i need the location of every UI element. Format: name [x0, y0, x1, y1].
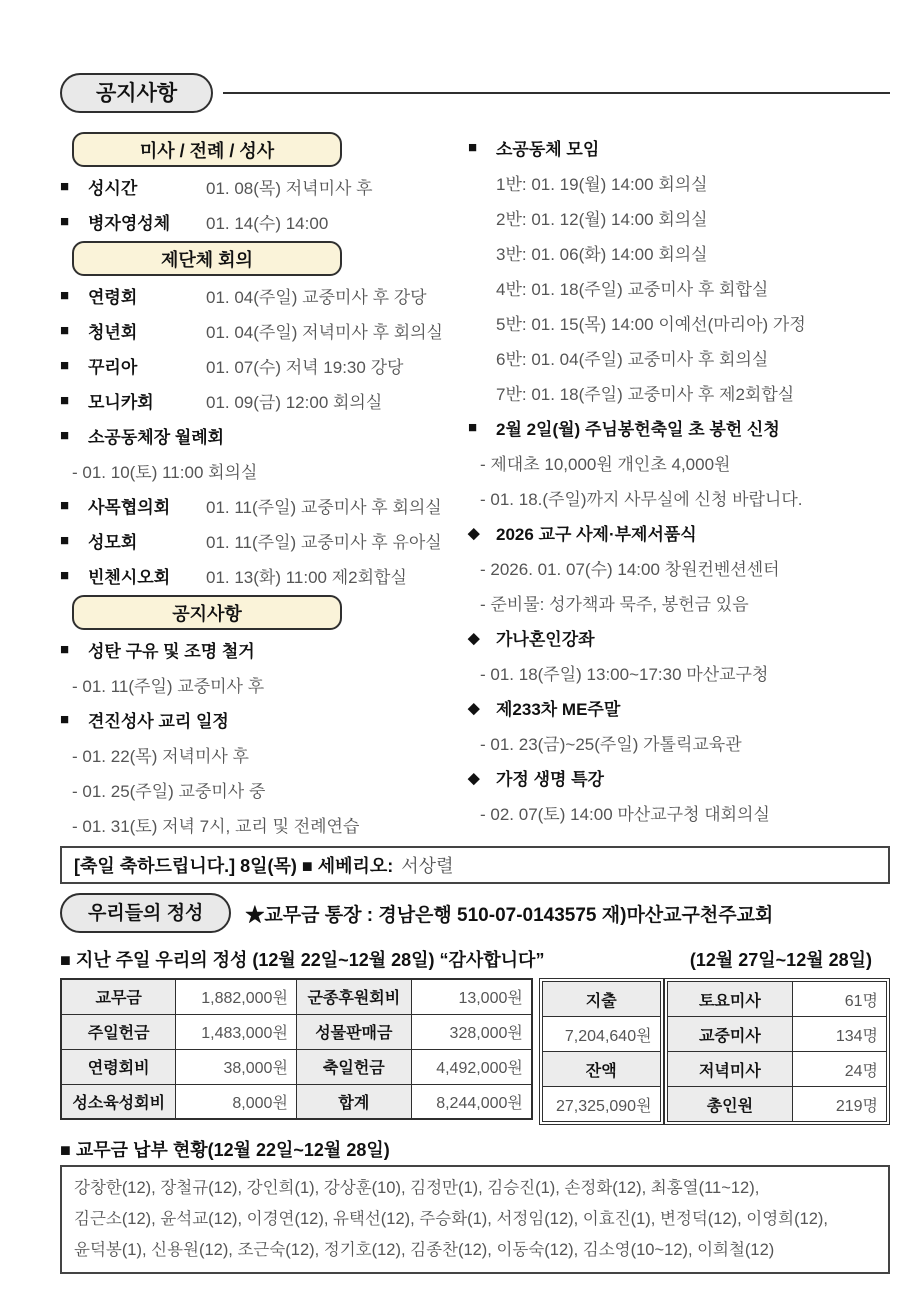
dues-names-box — [60, 1165, 890, 1274]
finance-table-title: ■ 지난 주일 우리의 정성 (12월 22일~12월 28일) “감사합니다” — [60, 950, 545, 970]
finance-value-cell: 328,000원 — [411, 1014, 532, 1049]
left-column — [60, 130, 460, 842]
tables-title-row — [60, 944, 890, 974]
finance-row — [61, 1014, 532, 1049]
item-heading-text: 성탄 구유 및 조명 철거 — [88, 642, 255, 661]
bullet-icon: ■ — [60, 287, 70, 304]
bullet-icon: ■ — [468, 419, 478, 436]
bullet-icon: ■ — [60, 392, 70, 409]
diamond-icon: ◆ — [468, 629, 480, 647]
item-heading-text: 견진성사 교리 일정 — [88, 712, 229, 731]
tables-row — [60, 978, 890, 1125]
attendance-value-cell: 24명 — [793, 1052, 887, 1087]
schedule-subitem: - 01. 31(토) 저녁 7시, 교리 및 전례연습 — [72, 817, 360, 836]
schedule-item — [60, 204, 460, 239]
attendance-table-title: (12월 27일~12월 28일) — [689, 950, 872, 970]
section-header: 공지사항 — [72, 595, 342, 630]
schedule-item-heading — [468, 760, 890, 795]
expense-balance-table — [542, 981, 661, 1122]
finance-value-cell: 1,882,000원 — [176, 979, 297, 1014]
item-label: 성시간 — [88, 179, 138, 198]
finance-label-cell: 주일헌금 — [61, 1014, 176, 1049]
feast-congrats-text: [축일 축하드립니다.] 8일(목) ■ 세베리오: — [74, 856, 394, 876]
bullet-icon: ■ — [60, 497, 70, 514]
summary-row — [542, 1087, 660, 1122]
schedule-item-heading — [60, 632, 460, 667]
item-label: 병자영성체 — [88, 214, 171, 233]
finance-label-cell: 축일헌금 — [296, 1049, 411, 1084]
feast-person-name: 서상렬 — [401, 856, 454, 876]
attendance-label-cell: 총인원 — [667, 1087, 793, 1122]
finance-value-cell: 4,492,000원 — [411, 1049, 532, 1084]
dues-section-title: ■ 교무금 납부 현황(12월 22일~12월 28일) — [60, 1140, 390, 1160]
bullet-icon: ■ — [60, 427, 70, 444]
attendance-row — [667, 1087, 886, 1122]
schedule-item — [60, 383, 460, 418]
schedule-subitem: 4반: 01. 18(주일) 교중미사 후 회합실 — [496, 280, 769, 299]
expense-balance-table-wrap — [539, 978, 664, 1125]
devotion-row — [60, 892, 890, 934]
finance-label-cell: 연령회비 — [61, 1049, 176, 1084]
finance-row — [61, 979, 532, 1014]
finance-label-cell: 성물판매금 — [296, 1014, 411, 1049]
item-detail: 01. 11(주일) 교중미사 후 유아실 — [206, 533, 442, 552]
summary-label-cell: 지출 — [542, 982, 660, 1017]
summary-row — [542, 982, 660, 1017]
item-heading-text: 가정 생명 특강 — [496, 770, 604, 789]
item-detail: 01. 13(화) 11:00 제2회합실 — [206, 568, 407, 587]
attendance-label-cell: 토요미사 — [667, 982, 793, 1017]
summary-row — [542, 1052, 660, 1087]
item-label: 사목협의회 — [88, 498, 171, 517]
item-heading-text: 제233차 ME주말 — [496, 700, 621, 719]
schedule-item — [60, 313, 460, 348]
item-heading-text: 소공동체장 월례회 — [88, 428, 225, 447]
schedule-item-heading — [468, 690, 890, 725]
schedule-item — [60, 558, 460, 593]
schedule-subitem: - 01. 23(금)~25(주일) 가톨릭교육관 — [480, 735, 742, 754]
devotion-pill: 우리들의 정성 — [60, 893, 231, 933]
feast-congrats-box — [60, 846, 890, 884]
attendance-row — [667, 1017, 886, 1052]
right-column — [460, 130, 890, 842]
item-detail: 01. 04(주일) 교중미사 후 강당 — [206, 288, 427, 307]
diamond-icon: ◆ — [468, 769, 480, 787]
finance-label-cell: 성소육성회비 — [61, 1084, 176, 1119]
bank-account-text: ★교무금 통장 : 경남은행 510-07-0143575 재)마산교구천주교회 — [245, 904, 774, 926]
schedule-subitem: 3반: 01. 06(화) 14:00 회의실 — [496, 245, 708, 264]
bullet-icon: ■ — [60, 711, 70, 728]
title-rule — [223, 92, 890, 94]
attendance-value-cell: 219명 — [793, 1087, 887, 1122]
attendance-label-cell: 교중미사 — [667, 1017, 793, 1052]
schedule-subitem: - 2026. 01. 07(수) 14:00 창원컨벤션센터 — [480, 560, 780, 579]
schedule-item — [60, 278, 460, 313]
schedule-subitem: - 01. 10(토) 11:00 회의실 — [72, 463, 258, 482]
finance-label-cell: 군종후원회비 — [296, 979, 411, 1014]
item-detail: 01. 07(수) 저녁 19:30 강당 — [206, 358, 404, 377]
dues-names-line: 윤덕봉(1), 신용원(12), 조근숙(12), 정기호(12), 김종찬(12), 이동숙(12), 김소영(10~12), 이희철(12) — [74, 1241, 775, 1259]
schedule-subitem: - 01. 25(주일) 교중미사 중 — [72, 782, 266, 801]
item-heading-text: 2026 교구 사제·부제서품식 — [496, 525, 697, 544]
bullet-icon: ■ — [60, 532, 70, 549]
schedule-item — [60, 523, 460, 558]
summary-value-cell: 27,325,090원 — [542, 1087, 660, 1122]
item-heading-text: 소공동체 모임 — [496, 140, 600, 159]
finance-value-cell: 38,000원 — [176, 1049, 297, 1084]
dues-names-line: 강창한(12), 장철규(12), 강인희(1), 강상훈(10), 김정만(1), 김승진(1), 손정화(12), 최홍열(11~12), — [74, 1179, 760, 1197]
attendance-value-cell: 61명 — [793, 982, 887, 1017]
schedule-subitem: 7반: 01. 18(주일) 교중미사 후 제2회합실 — [496, 385, 795, 404]
finance-row — [61, 1084, 532, 1119]
finance-table — [60, 978, 533, 1120]
item-detail: 01. 08(목) 저녁미사 후 — [206, 179, 373, 198]
finance-row — [61, 1049, 532, 1084]
item-heading-text: 2월 2일(월) 주님봉헌축일 초 봉헌 신청 — [496, 420, 780, 439]
section-header: 미사 / 전례 / 성사 — [72, 132, 342, 167]
attendance-table-wrap — [664, 978, 890, 1125]
finance-value-cell: 1,483,000원 — [176, 1014, 297, 1049]
schedule-item-heading — [468, 130, 890, 165]
schedule-item — [60, 488, 460, 523]
item-label: 빈첸시오회 — [88, 568, 171, 587]
attendance-row — [667, 982, 886, 1017]
schedule-subitem: - 02. 07(토) 14:00 마산교구청 대회의실 — [480, 805, 770, 824]
schedule-subitem: - 제대초 10,000원 개인초 4,000원 — [480, 455, 731, 474]
item-label: 연령회 — [88, 288, 138, 307]
bullet-icon: ■ — [60, 178, 70, 195]
schedule-item — [60, 169, 460, 204]
attendance-table — [667, 981, 887, 1122]
bullet-icon: ■ — [60, 567, 70, 584]
diamond-icon: ◆ — [468, 524, 480, 542]
schedule-item-heading — [60, 418, 460, 453]
schedule-item-heading — [468, 515, 890, 550]
schedule-subitem: 2반: 01. 12(월) 14:00 회의실 — [496, 210, 708, 229]
diamond-icon: ◆ — [468, 699, 480, 717]
schedule-subitem: 6반: 01. 04(주일) 교중미사 후 회의실 — [496, 350, 769, 369]
attendance-value-cell: 134명 — [793, 1017, 887, 1052]
item-detail: 01. 04(주일) 저녁미사 후 회의실 — [206, 323, 443, 342]
attendance-row — [667, 1052, 886, 1087]
schedule-subitem: 5반: 01. 15(목) 14:00 이예선(마리아) 가정 — [496, 315, 806, 334]
item-detail: 01. 09(금) 12:00 회의실 — [206, 393, 383, 412]
schedule-subitem: - 01. 18(주일) 13:00~17:30 마산교구청 — [480, 665, 769, 684]
bullet-icon: ■ — [60, 213, 70, 230]
notice-title-row — [60, 72, 890, 114]
bullet-icon: ■ — [60, 322, 70, 339]
section-header: 제단체 회의 — [72, 241, 342, 276]
schedule-item-heading — [468, 410, 890, 445]
summary-value-cell: 7,204,640원 — [542, 1017, 660, 1052]
schedule-item — [60, 348, 460, 383]
schedule-subitem: - 준비물: 성가책과 묵주, 봉헌금 있음 — [480, 595, 749, 614]
finance-value-cell: 8,000원 — [176, 1084, 297, 1119]
schedule-subitem: - 01. 18.(주일)까지 사무실에 신청 바랍니다. — [480, 490, 803, 509]
schedule-item-heading — [468, 620, 890, 655]
dues-names-line: 김근소(12), 윤석교(12), 이경연(12), 유택선(12), 주승화(1), 서정임(12), 이효진(1), 변정덕(12), 이영희(12), — [74, 1210, 829, 1228]
bullet-icon: ■ — [468, 139, 478, 156]
summary-row — [542, 1017, 660, 1052]
item-heading-text: 가나혼인강좌 — [496, 630, 595, 649]
attendance-label-cell: 저녁미사 — [667, 1052, 793, 1087]
finance-value-cell: 13,000원 — [411, 979, 532, 1014]
item-label: 청년회 — [88, 323, 138, 342]
bullet-icon: ■ — [60, 357, 70, 374]
item-label: 모니카회 — [88, 393, 154, 412]
finance-value-cell: 8,244,000원 — [411, 1084, 532, 1119]
schedule-item-heading — [60, 702, 460, 737]
item-label: 꾸리아 — [88, 358, 138, 377]
schedule-subitem: - 01. 22(목) 저녁미사 후 — [72, 747, 249, 766]
announcement-columns — [60, 130, 890, 842]
finance-label-cell: 교무금 — [61, 979, 176, 1014]
notice-pill: 공지사항 — [60, 73, 213, 113]
bullet-icon: ■ — [60, 641, 70, 658]
item-detail: 01. 11(주일) 교중미사 후 회의실 — [206, 498, 442, 517]
finance-label-cell: 합계 — [296, 1084, 411, 1119]
item-label: 성모회 — [88, 533, 138, 552]
summary-label-cell: 잔액 — [542, 1052, 660, 1087]
schedule-subitem: 1반: 01. 19(월) 14:00 회의실 — [496, 175, 708, 194]
schedule-subitem: - 01. 11(주일) 교중미사 후 — [72, 677, 265, 696]
item-detail: 01. 14(수) 14:00 — [206, 214, 329, 233]
